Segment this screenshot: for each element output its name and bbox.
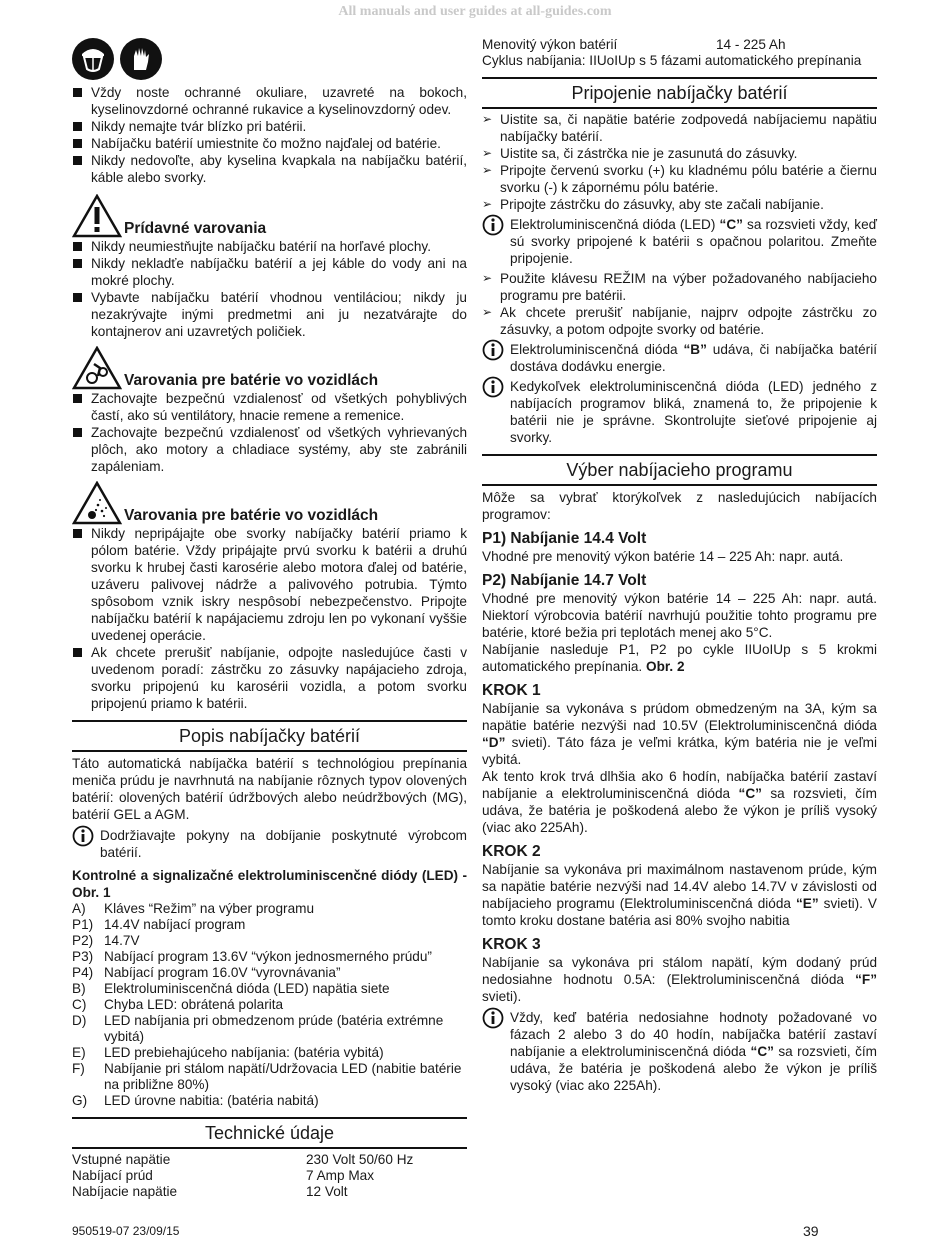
list-item: ➢ Použite klávesu REŽIM na výber požadovaného nabíjacieho programu pre batérii. [482,270,877,304]
section-heading: Pripojenie nabíjačky batérií [482,77,877,109]
program-p2-text: Vhodné pre menovitý výkon batérie 14 – 225 Ah: napr. autá. Niektorí výrobcovia batérií navrhujú použitie tohto programu pre batérie, ktoré bežia pri teplotách menej ako 5°C. [482,591,877,640]
right-column [482,37,877,1097]
watermark: All manuals and user guides at all-guides.com [338,4,612,19]
list-item: Zachovajte bezpečnú vzdialenosť od všetkých vyhrievaných plôch, ako motory a chladiace systémy, aby ste zabránili zapáleniam. [72,424,467,475]
legend-value: Kláves “Režim” na výber programu [104,901,315,916]
program-p2-title: P2) Nabíjanie 14.7 Volt [482,572,647,589]
program-p1-title: P1) Nabíjanie 14.4 Volt [482,530,647,547]
list-item: Zachovajte bezpečnú vzdialenosť od všetkých pohyblivých častí, ako sú ventilátory, hnacie remene a remenice. [72,390,467,424]
legend-key: E) [72,1045,86,1060]
led-title: Kontrolné a signalizačné elektroluminiscenčné diódy (LED) - Obr. 1 [72,868,467,900]
list-item: ➢ Uistite sa, či zástrčka nie je zasunutá do zásuvky. [482,145,877,162]
legend-key: A) [72,901,86,916]
legend-value: Nabíjanie pri stálom napätí/Udržovacia LED (nabitie batérie na približne 80%) [104,1061,462,1092]
page-number: 39 [803,1223,819,1239]
step2-title: KROK 2 [482,843,541,860]
warning-heading [72,346,467,390]
table-value: 7 Amp Max [306,1168,374,1183]
table-value: 230 Volt 50/60 Hz [306,1152,414,1167]
legend-value: 14.4V nabíjací program [104,917,246,932]
legend-row [72,981,467,997]
table-key: Nabíjacie napätie [72,1184,178,1199]
list-item: Nabíjačku batérií umiestnite čo možno najďalej od batérie. [72,135,467,152]
warning-heading [72,194,467,238]
info-text: Vždy, keď batéria nedosiahne hodnoty požadované vo fázach 2 alebo 3 do 40 hodín, nabíjačka batérií zastaví nabíjanie a elektroluminiscenčná dióda “C” sa rozsvieti, čím udáva, že batéria je poškodená alebo že výkon je príliš vysoký (viac ako 225Ah). [510,1010,878,1093]
info-icon [482,1007,504,1029]
section-heading: Výber nabíjacieho programu [482,454,877,486]
list-item: Ak chcete prerušiť nabíjanie, odpojte nasledujúce časti v uvedenom poradí: zástrčku zo zásuvky napájacieho zdroja, svorku pripojenú ku karosérii vozidla, a potom svorku pripojenú priamo k batérii. [72,644,467,712]
moving-parts-warning-icon [72,346,122,390]
info-text: Elektroluminiscenčná dióda (LED) “C” sa rozsvieti vždy, keď sú svorky pripojené k batérii s opačnou polaritou. Zmeňte pripojenie. [510,217,877,266]
info-text: Elektroluminiscenčná dióda “B” udáva, či nabíjačka batérií dostáva dodávku energie. [510,342,877,374]
legend-row [72,901,467,917]
legend-value: 14.7V [104,933,140,948]
ppe-icons [72,38,467,80]
legend-value: Elektroluminiscenčná dióda (LED) napätia siete [104,981,390,996]
program-intro: Môže sa vybrať ktorýkoľvek z nasledujúcich nabíjacích programov: [482,490,877,522]
info-icon [72,825,94,847]
list-item: ➢ Uistite sa, či napätie batérie zodpovedá nabíjaciemu napätiu nabíjačky batérií. [482,111,877,145]
table-row [72,1184,467,1200]
step2-text: Nabíjanie sa vykonáva pri maximálnom nastavenom prúde, kým sa napätie batérie nezvýši nad 14.4V alebo 14.7V v závislosti od nabíjacieho programu (Elektroluminiscenčná dióda “E” svieti). V tomto kroku dostane batéria asi 80% svojho nabitia [482,862,877,928]
step1-title: KROK 1 [482,682,541,699]
gloves-icon [120,38,162,80]
legend-row [72,1013,467,1045]
warning-list [72,238,467,340]
tech-table-continued [482,37,877,69]
warning-triangle-icon [72,194,122,238]
table-key: Menovitý výkon batérií [482,37,618,52]
document-code: 950519-07 23/09/15 [72,1224,180,1238]
connect-steps [482,111,877,213]
table-value: 14 - 225 Ah [716,37,786,52]
warning-title: Prídavné varovania [124,220,267,237]
face-shield-icon [72,38,114,80]
info-text: Dodržiavajte pokyny na dobíjanie poskytnuté výrobcom batérií. [100,828,467,860]
legend-row [72,917,467,933]
info-icon [482,339,504,361]
tech-table [72,1152,467,1200]
section-heading: Popis nabíjačky batérií [72,720,467,752]
table-row [72,1152,467,1168]
connect-steps-2 [482,270,877,338]
legend-key: B) [72,981,86,996]
legend-row [72,1061,467,1093]
left-column [72,36,467,1200]
legend-value: LED úrovne nabitia: (batéria nabitá) [104,1093,319,1108]
legend-value: Nabíjací program 13.6V “výkon jednosmerného prúdu” [104,949,432,964]
info-icon [482,376,504,398]
legend-row [72,965,467,981]
list-item: ➢ Pripojte zástrčku do zásuvky, aby ste začali nabíjanie. [482,196,877,213]
info-icon [482,214,504,236]
legend-key: C) [72,997,87,1012]
legend-key: P3) [72,949,94,964]
table-key: Nabíjací prúd [72,1168,153,1183]
warning-list [72,525,467,712]
legend-row [72,949,467,965]
table-row [482,37,877,53]
legend-key: D) [72,1013,87,1028]
list-item: ➢ Ak chcete prerušiť nabíjanie, najprv odpojte zástrčku zo zásuvky, a potom odpojte svorky od batérie. [482,304,877,338]
cycle-text: Cyklus nabíjania: IIUoIUp s 5 fázami automatického prepínania [482,53,862,68]
description-text: Táto automatická nabíjačka batérií s technológiou prepínania meniča prúdu je navrhnutá na nabíjanie rôznych typov olovených batérií: olovených batérií údržbových alebo neúdržbových (MG), batérií GEL a AGM. [72,756,467,822]
info-note [482,1009,877,1094]
legend-key: P4) [72,965,94,980]
legend-row [72,933,467,949]
step1-text2: Ak tento krok trvá dlhšia ako 6 hodín, nabíjačka batérií zastaví nabíjanie a elektroluminiscenčná dióda “C” sa rozsvieti, čím udáva, že batéria je poškodená alebo že výkon je príliš vysoký (viac ako 225Ah). [482,769,878,835]
list-item: Nikdy nedovoľte, aby kyselina kvapkala na nabíjačku batérií, káble alebo svorky. [72,152,467,186]
list-item: Nikdy nemajte tvár blízko pri batérii. [72,118,467,135]
list-item: Vybavte nabíjačku batérií vhodnou ventiláciou; nikdy ju nezakrývajte inými predmetmi ani ju nezatvárajte do kontajnerov ani uzavretých poličiek. [72,289,467,340]
info-text: Kedykoľvek elektroluminiscenčná dióda (LED) jedného z nabíjacích programov bliká, znamená to, že pripojenie k batérii nie je správne. Skontrolujte sieťové pripojenie aj svorky. [510,379,877,445]
info-note [482,216,877,267]
list-item: Nikdy nepripájajte obe svorky nabíjačky batérií priamo k pólom batérie. Vždy pripájajte prvú svorku k batérii a druhú svorku k hrubej časti karosérie alebo motora ďalej od batérie, uzáveru palivovej nádrže a palivového potrubia. Týmto spôsobom vznik iskry nespôsobí nebezpečenstvo. Pripojte nabíjačku batérií k napájaciemu zdroju len po vykonaní vyššie uvedenej operácie. [72,525,467,644]
list-item: ➢ Pripojte červenú svorku (+) ku kladnému pólu batérie a čiernu svorku (-) k zápornému pólu batérie. [482,162,877,196]
step1-text: Nabíjanie sa vykonáva s prúdom obmedzeným na 3A, kým sa napätie batérie nezvýši nad 10.5V (Elektroluminiscenčná dióda “D” svieti). Táto fáza je veľmi krátka, kým batéria nie je veľmi vybitá. [482,701,877,767]
legend-row [72,1045,467,1061]
explosion-warning-icon [72,481,122,525]
list-item: Nikdy neumiestňujte nabíjačku batérií na horľavé plochy. [72,238,467,255]
warning-title: Varovania pre batérie vo vozidlách [124,372,379,389]
list-item: Nikdy nekladťe nabíjačku batérií a jej káble do vody ani na mokré plochy. [72,255,467,289]
legend-value: Chyba LED: obrátená polarita [104,997,284,1012]
step3-title: KROK 3 [482,936,541,953]
table-row [72,1168,467,1184]
table-value: 12 Volt [306,1184,348,1199]
list-item: Vždy noste ochranné okuliare, uzavreté na bokoch, kyselinovzdorné ochranné rukavice a kyselinovzdorný odev. [72,84,467,118]
led-legend [72,901,467,1109]
section-heading: Technické údaje [72,1117,467,1149]
table-key: Vstupné napätie [72,1152,171,1167]
safety-list [72,84,467,186]
program-p1-text: Vhodné pre menovitý výkon batérie 14 – 225 Ah: napr. autá. [482,549,844,564]
legend-row [72,997,467,1013]
step3-text: Nabíjanie sa vykonáva pri stálom napätí, kým dodaný prúd nedosiahne hodnotu 0.5A: (Elektroluminiscenčná dióda “F” svieti). [482,955,877,1004]
legend-key: P1) [72,917,94,932]
warning-list [72,390,467,475]
legend-value: LED prebiehajúceho nabíjania: (batéria vybitá) [104,1045,384,1060]
warning-heading [72,481,467,525]
info-note [482,378,877,446]
legend-value: LED nabíjania pri obmedzenom prúde (batéria extrémne vybitá) [104,1013,444,1044]
info-note [482,341,877,375]
legend-key: G) [72,1093,88,1108]
legend-row [72,1093,467,1109]
legend-value: Nabíjací program 16.0V “vyrovnávania” [104,965,341,980]
warning-title: Varovania pre batérie vo vozidlách [124,507,379,524]
info-note [72,827,467,861]
program-p2-text2: Nabíjanie nasleduje P1, P2 po cykle IIUoIUp s 5 krokmi automatického prepínania. Obr. 2 [482,642,877,674]
legend-key: F) [72,1061,85,1076]
legend-key: P2) [72,933,94,948]
